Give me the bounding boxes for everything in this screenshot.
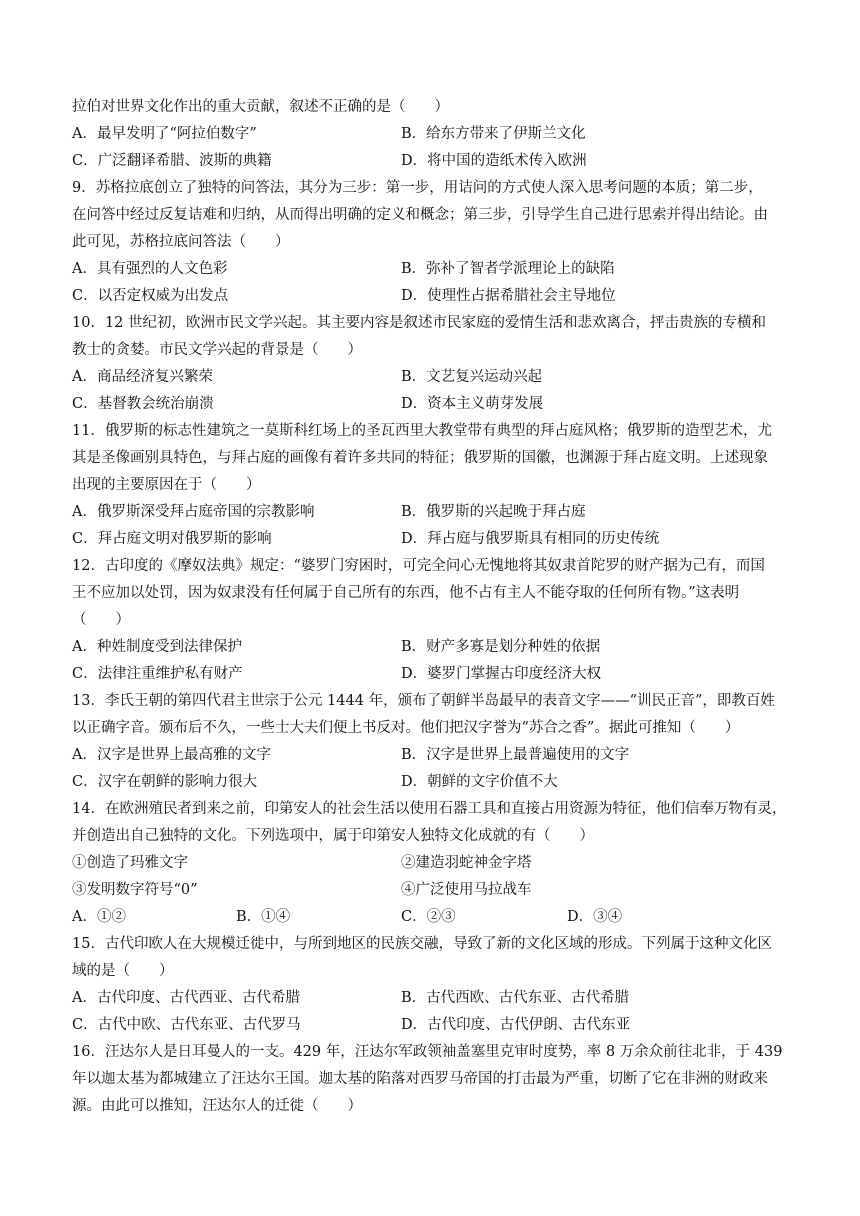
question-10-option-d: D．资本主义萌芽发展 <box>401 396 544 412</box>
question-16-stem-line-3: 源。由此可以推知，汪达尔人的迁徙（ ） <box>72 1098 362 1114</box>
question-14-item-3: ③发明数字符号“0” <box>72 882 198 898</box>
question-9-stem-line-1: 9．苏格拉底创立了独特的问答法，其分为三步：第一步，用诘问的方式使人深入思考问题的本质；第二步， <box>72 180 763 196</box>
question-9-option-b: B．弥补了智者学派理论上的缺陷 <box>401 261 615 277</box>
question-16-stem-line-1: 16．汪达尔人是日耳曼人的一支。429 年，汪达尔军政领袖盖塞里克审时度势，率 8 万余众前往北非，于 439 <box>72 1044 783 1060</box>
question-10-option-c: C．基督教会统治崩溃 <box>72 396 214 412</box>
question-15-option-b: B．古代西欧、古代东亚、古代希腊 <box>401 990 630 1006</box>
question-14-item-4: ④广泛使用马拉战车 <box>401 882 532 898</box>
question-12-stem-line-3: （ ） <box>72 612 130 628</box>
question-14-stem-line-1: 14．在欧洲殖民者到来之前，印第安人的社会生活以使用石器工具和直接占用资源为特征，他们信奉万物有灵， <box>72 801 787 817</box>
question-12-option-c: C．法律注重维护私有财产 <box>72 666 243 682</box>
question-11-stem-line-2: 其是圣像画别具特色，与拜占庭的画像有着许多共同的特征；俄罗斯的国徽，也渊源于拜占庭文明。上述现象 <box>72 450 768 466</box>
question-11-stem-line-3: 出现的主要原因在于（ ） <box>72 477 261 493</box>
question-9-option-c: C．以否定权威为出发点 <box>72 288 229 304</box>
question-12-option-d: D．婆罗门掌握古印度经济大权 <box>401 666 602 682</box>
question-13-option-c: C．汉字在朝鲜的影响力很大 <box>72 774 258 790</box>
question-14-stem-line-2: 并创造出自己独特的文化。下列选项中，属于印第安人独特文化成就的有（ ） <box>72 828 594 844</box>
question-14-item-1: ①创造了玛雅文字 <box>72 855 188 871</box>
question-16-stem-line-2: 年以迦太基为都城建立了汪达尔王国。迦太基的陷落对西罗马帝国的打击最为严重，切断了它在非洲的财政来 <box>72 1071 768 1087</box>
question-14-option-c: C．②③ <box>401 909 456 925</box>
question-8-option-b: B．给东方带来了伊斯兰文化 <box>401 126 586 142</box>
question-14-option-b: B．①④ <box>236 909 291 925</box>
question-11-option-b: B．俄罗斯的兴起晚于拜占庭 <box>401 504 586 520</box>
question-13-stem-line-2: 以正确字音。颁布后不久，一些士大夫们便上书反对。他们把汉字誉为“苏合之香”。据此可推知（ ） <box>72 720 740 736</box>
question-13-option-b: B．汉字是世界上最普遍使用的文字 <box>401 747 630 763</box>
question-11-option-a: A．俄罗斯深受拜占庭帝国的宗教影响 <box>72 504 315 520</box>
question-15-stem-line-1: 15．古代印欧人在大规模迁徙中，与所到地区的民族交融，导致了新的文化区域的形成。下列属于这种文化区 <box>72 936 772 952</box>
question-13-option-a: A．汉字是世界上最高雅的文字 <box>72 747 271 763</box>
question-12-stem-line-2: 王不应加以处罚，因为奴隶没有任何属于自己所有的东西，他不占有主人不能夺取的任何所有物。”这表明 <box>72 585 740 601</box>
question-15-option-a: A．古代印度、古代西亚、古代希腊 <box>72 990 300 1006</box>
question-8-option-d: D．将中国的造纸术传入欧洲 <box>401 153 587 169</box>
question-10-stem-line-2: 教士的贪婪。市民文学兴起的背景是（ ） <box>72 342 362 358</box>
question-11-option-c: C．拜占庭文明对俄罗斯的影响 <box>72 531 272 547</box>
question-14-item-2: ②建造羽蛇神金字塔 <box>401 855 532 871</box>
question-15-option-d: D．古代印度、古代伊朗、古代东亚 <box>401 1017 631 1033</box>
question-15-stem-line-2: 域的是（ ） <box>72 963 174 979</box>
question-12-stem-line-1: 12．古印度的《摩奴法典》规定：“婆罗门穷困时，可完全问心无愧地将其奴隶首陀罗的财产据为己有，而国 <box>72 558 765 574</box>
question-9-option-a: A．具有强烈的人文色彩 <box>72 261 228 277</box>
question-14-option-d: D．③④ <box>567 909 623 925</box>
question-13-option-d: D．朝鲜的文字价值不大 <box>401 774 558 790</box>
question-11-stem-line-1: 11．俄罗斯的标志性建筑之一莫斯科红场上的圣瓦西里大教堂带有典型的拜占庭风格；俄罗斯的造型艺术，尤 <box>72 423 772 439</box>
question-8-continuation: 拉伯对世界文化作出的重大贡献，叙述不正确的是（ ） <box>72 99 449 115</box>
question-13-stem-line-1: 13．李氏王朝的第四代君主世宗于公元 1444 年，颁布了朝鲜半岛最早的表音文字——“训民正音”，即教百姓 <box>72 693 775 709</box>
question-12-option-b: B．财产多寡是划分种姓的依据 <box>401 639 601 655</box>
question-8-option-a: A．最早发明了“阿拉伯数字” <box>72 126 257 142</box>
question-10-option-b: B．文艺复兴运动兴起 <box>401 369 543 385</box>
question-15-option-c: C．古代中欧、古代东亚、古代罗马 <box>72 1017 301 1033</box>
question-9-option-d: D．使理性占据希腊社会主导地位 <box>401 288 616 304</box>
question-9-stem-line-2: 在问答中经过反复诘难和归纳，从而得出明确的定义和概念；第三步，引导学生自己进行思索并得出结论。由 <box>72 207 768 223</box>
question-9-stem-line-3: 此可见，苏格拉底问答法（ ） <box>72 234 290 250</box>
question-14-option-a: A．①② <box>72 909 126 925</box>
question-8-option-c: C．广泛翻译希腊、波斯的典籍 <box>72 153 272 169</box>
question-12-option-a: A．种姓制度受到法律保护 <box>72 639 242 655</box>
question-11-option-d: D．拜占庭与俄罗斯具有相同的历史传统 <box>401 531 660 547</box>
question-10-option-a: A．商品经济复兴繁荣 <box>72 369 213 385</box>
question-10-stem-line-1: 10．12 世纪初，欧洲市民文学兴起。其主要内容是叙述市民家庭的爱情生活和悲欢离合，抨击贵族的专横和 <box>72 315 767 331</box>
